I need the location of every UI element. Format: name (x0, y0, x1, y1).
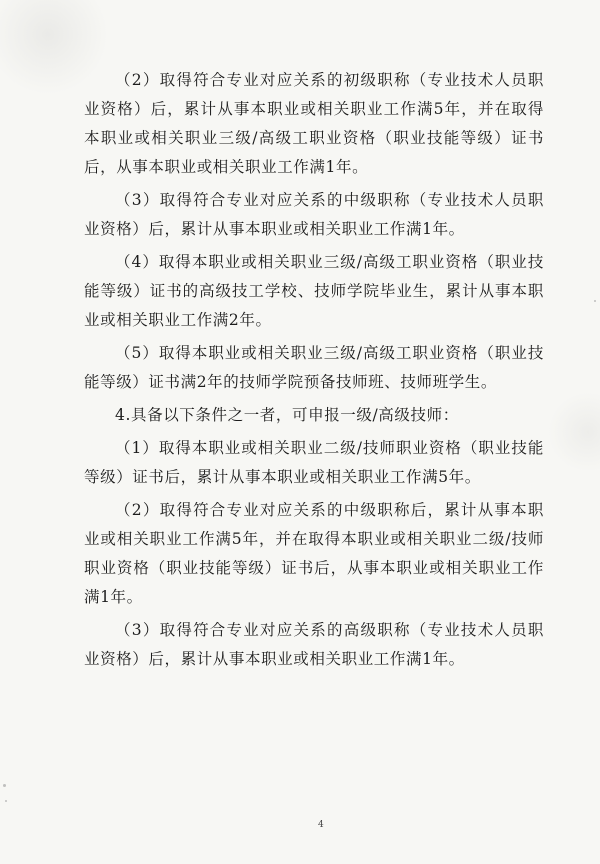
document-body (84, 66, 544, 678)
paragraph-item-5: （5）取得本职业或相关职业三级/高级工职业资格（职业技能等级）证书满2年的技师学院预备技师班、技师班学生。 (84, 344, 544, 391)
paragraph-item-3b: （3）取得符合专业对应关系的高级职称（专业技术人员职业资格）后，累计从事本职业或相关职业工作满1年。 (84, 621, 544, 668)
paragraph-item-1: （1）取得本职业或相关职业二级/技师职业资格（职业技能等级）证书后，累计从事本职业或相关职业工作满5年。 (84, 439, 544, 486)
paragraph-item-2: （2）取得符合专业对应关系的初级职称（专业技术人员职业资格）后，累计从事本职业或相关职业工作满5年，并在取得本职业或相关职业三级/高级工职业资格（职业技能等级）证书后，从事本职业或相关职业工作满1年。 (84, 71, 544, 176)
scan-speck (5, 800, 7, 802)
scan-speck (3, 784, 6, 787)
scan-speck (594, 300, 596, 302)
page-number: 4 (318, 820, 324, 830)
section-heading-level-one: 4.具备以下条件之一者，可申报一级/高级技师： (115, 406, 459, 424)
paragraph-item-4: （4）取得本职业或相关职业三级/高级工职业资格（职业技能等级）证书的高级技工学校、技师学院毕业生，累计从事本职业或相关职业工作满2年。 (84, 253, 544, 329)
paragraph-item-3: （3）取得符合专业对应关系的中级职称（专业技术人员职业资格）后，累计从事本职业或相关职业工作满1年。 (84, 191, 544, 238)
paragraph-item-2b: （2）取得符合专业对应关系的中级职称后，累计从事本职业或相关职业工作满5年，并在取得本职业或相关职业二级/技师职业资格（职业技能等级）证书后，从事本职业或相关职业工作满1年。 (84, 501, 544, 606)
